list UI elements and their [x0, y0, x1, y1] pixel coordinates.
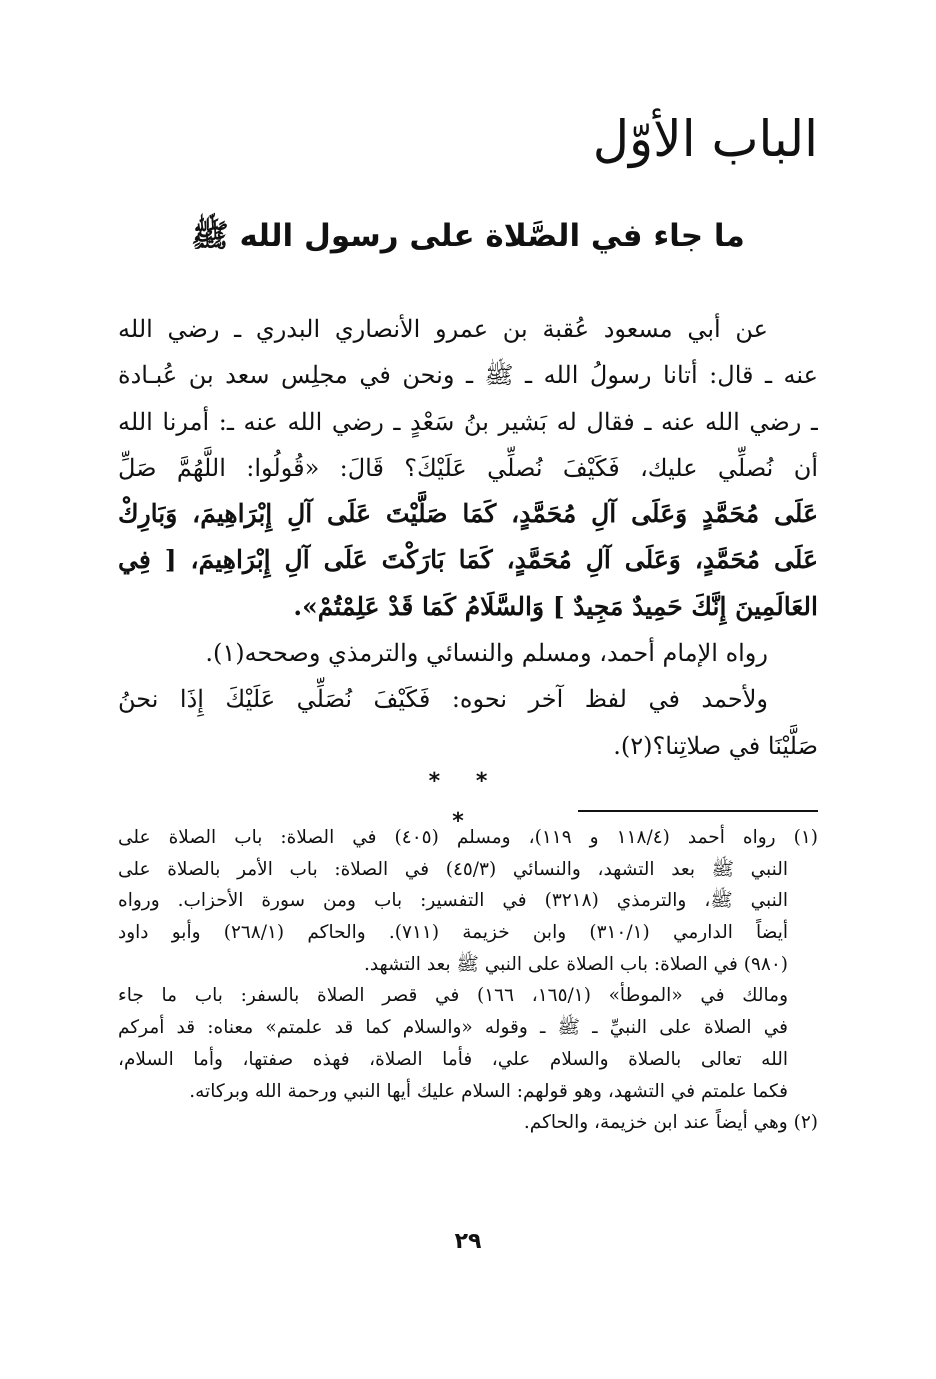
footnote-divider	[578, 810, 818, 812]
footnote-line-6: ومالك في «الموطأ» (١٦٥/١، ١٦٦) في قصر الصلاة بالسفر: باب ما جاء	[118, 985, 788, 1007]
body-line-10: صَلَّيْنَا في صلاتِنا؟(٢).	[613, 731, 818, 760]
chapter-heading: الباب الأوّل	[592, 110, 818, 168]
main-text	[118, 306, 818, 769]
footnote-line-5: (٩٨٠) في الصلاة: باب الصلاة على النبي ﷺ بعد التشهد.	[363, 953, 788, 975]
body-line-2: عنه ـ قال: أتانا رسولُ الله ـ ﷺ ـ ونحن في مجلِس سعد بن عُبـادة	[118, 361, 818, 390]
page-number: ٢٩	[454, 1229, 482, 1254]
body-line-8: رواه الإمام أحمد، ومسلم والنسائي والترمذي وصححه(١).	[205, 639, 768, 668]
section-separator-stars: * * *	[428, 769, 502, 834]
body-line-1: عن أبي مسعود عُقبة بن عمرو الأنصاري البدري ـ رضي الله	[118, 315, 768, 343]
body-line-3: ـ رضي الله عنه ـ فقال له بَشير بنُ سَعْدٍ ـ رضي الله عنه ـ: أمرنا الله	[118, 407, 818, 436]
footnote-line-7: في الصلاة على النبيِّ ـ ﷺ ـ وقوله «والسلام كما قد علمتم» معناه: قد أمركم	[118, 1017, 788, 1039]
footnote-line-2: النبي ﷺ بعد التشهد، والنسائي (٤٥/٣) في الصلاة: باب الأمر بالصلاة على	[118, 858, 788, 880]
section-title: ما جاء في الصَّلاة على رسول الله ﷺ	[191, 218, 745, 254]
footnote-line-3: النبي ﷺ، والترمذي (٣٢١٨) في التفسير: باب ومن سورة الأحزاب. ورواه	[118, 890, 789, 912]
body-line-9: ولأحمد في لفظ آخر نحوه: فَكَيْفَ نُصَلِّي عَلَيْكَ إِذَا نحنُ	[118, 685, 768, 714]
body-line-7: العَالَمِينَ إِنَّكَ حَمِيدٌ مَجِيدٌ ] وَالسَّلَامُ كَمَا قَدْ عَلِمْتُمْ».	[293, 591, 818, 621]
footnote-line-10: (٢) وهي أيضاً عند ابن خزيمة، والحاكم.	[523, 1112, 818, 1134]
body-line-6: عَلَى مُحَمَّدٍ، وَعَلَى آلِ مُحَمَّدٍ، كَمَا بَارَكْتَ عَلَى آلِ إِبْرَاهِيمَ، [ فِي	[118, 545, 818, 575]
footnote-line-9: فكما علمتم في التشهد، وهو قولهم: السلام عليك أيها النبي ورحمة الله وبركاته.	[189, 1080, 788, 1102]
footnote-line-8: الله تعالى بالصلاة والسلام علي، فأما الصلاة، فهذه صفتها، وأما السلام،	[118, 1048, 788, 1070]
footnotes	[118, 822, 818, 1139]
footnote-line-1: (١) رواه أحمد (١١٨/٤ و ١١٩)، ومسلم (٤٠٥) في الصلاة: باب الصلاة على	[118, 827, 818, 848]
footnote-line-4: أيضاً الدارمي (٣١٠/١) وابن خزيمة (٧١١). والحاكم (٢٦٨/١) وأبو داود	[118, 922, 788, 944]
body-line-4: أن نُصلِّي عليك، فَكَيْفَ نُصلِّي عَلَيْكَ؟ قَالَ: «قُولُوا: اللَّهُمَّ صَلِّ	[118, 453, 818, 482]
body-line-5: عَلَى مُحَمَّدٍ وَعَلَى آلِ مُحَمَّدٍ، كَمَا صَلَّيْتَ عَلَى آلِ إِبْرَاهِيمَ، وَبَارِكْ	[118, 499, 818, 529]
